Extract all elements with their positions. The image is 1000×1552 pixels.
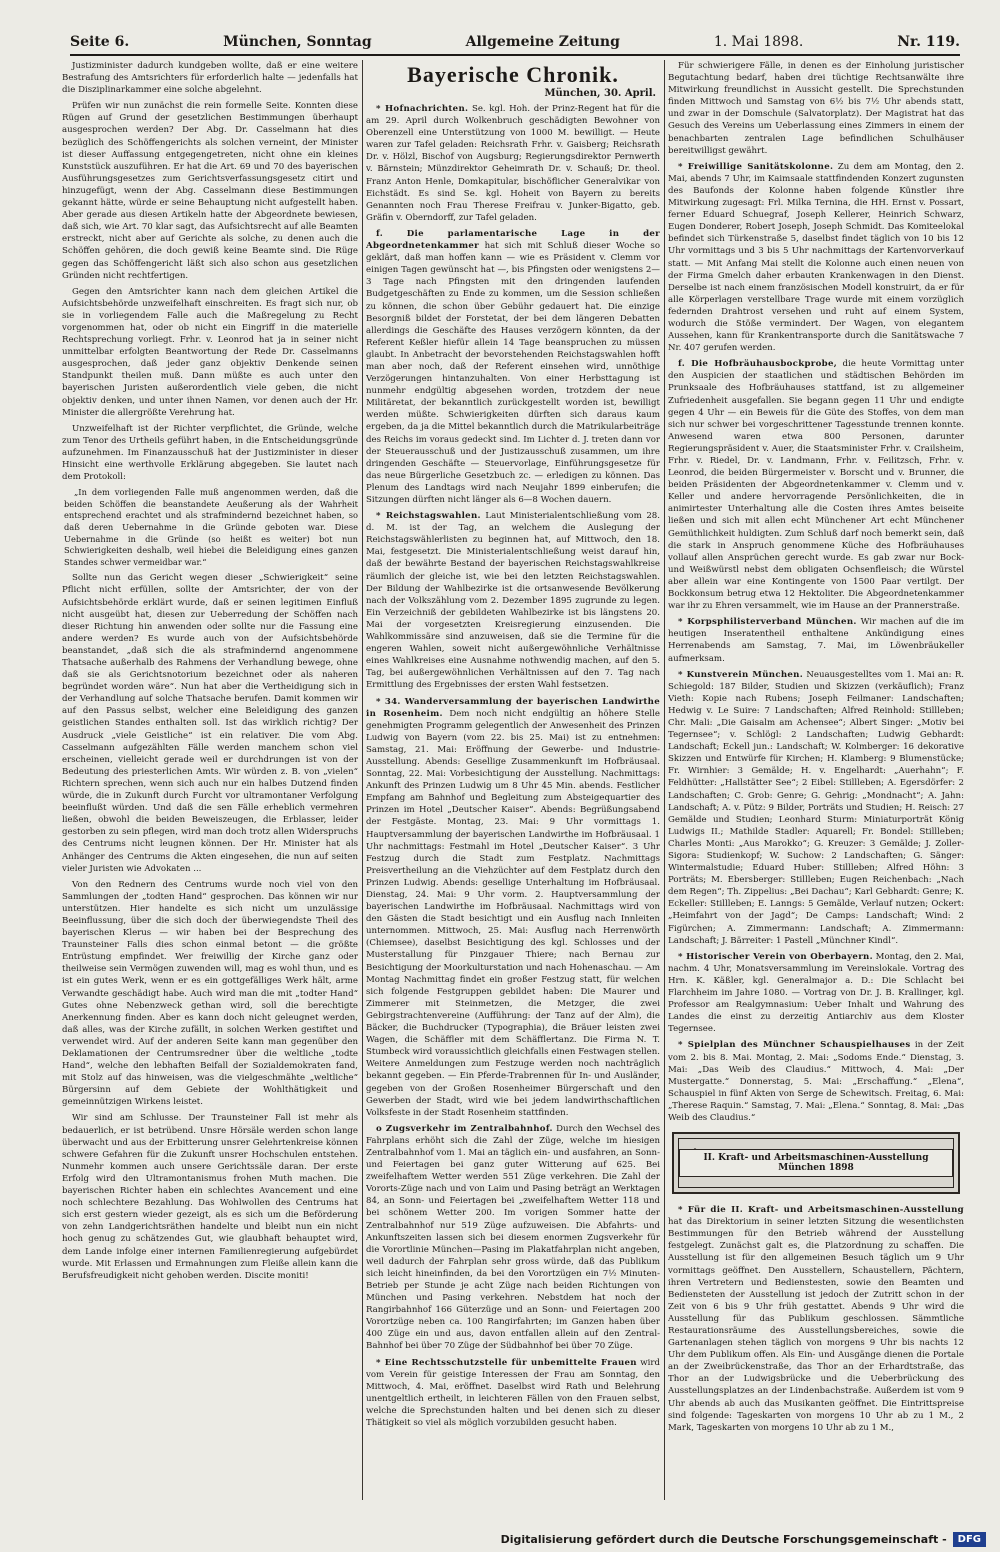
item-head: * Hofnachrichten.	[376, 104, 469, 114]
column-2	[366, 60, 660, 1500]
item-head: * Reichstagswahlen.	[376, 511, 481, 522]
item-text: die heute Vormittag unter den Auspicien der staatlichen und städtischen Behörden im Prunksaale des Hofbräuhauses stattfand, ist zu allgemeiner Zufriedenheit ausgefallen. Sie begann gegen 11 Uhr und endigte gegen 4 Uhr — ein Beweis für die Güte des Stoffes, von dem man sich nur schwer bei vorgeschrittener Tagesstunde trennen konnte. Anwesend waren etwa 800 Personen, darunter Regierungspräsident v. Auer, die Staatsminister Frhr. v. Crailsheim, Frhr. v. Riedel, Dr. v. Landmann, Frhr. v. Feilitzsch, Frhr. v. Leonrod, die beiden Bürgermeister v. Borscht und v. Brunner, die beiden Präsidenten der Abgeordnetenkammer v. Clemm und v. Keller und andere hervorragende Persönlichkeiten, die in animirtester Unterhaltung alle die Costen ihres Amtes beiseite ließen und sich mit allen echt Münchener Art echt Münchener Gemüthlichkeit huldigten. Zum Schluß darf noch bemerkt sein, daß die stark in Anspruch genommene Küche des Hofbräuhauses vollauf allen Ansprüchen gerecht wurde. Es gab zwar nur Bock- und Weißwürstl nebst dem obligaten Ochsenfleisch; die Würstel aber allein war eine Kontingente von 1500 Paar vertilgt. Der Bockkonsum betrug etwa 12 Hektoliter. Die Abgeordnetenkammer war ihr zu Ehren versammelt, wie im Hause an der Prannerstraße.	[668, 359, 964, 612]
column-1	[62, 60, 358, 1500]
item-head: * Für die II. Kraft- und Arbeitsmaschinen-Ausstellung	[678, 1205, 964, 1216]
item-text: Montag, den 2. Mai, nachm. 4 Uhr, Monatsversammlung im Vereinslokale. Vortrag des Hrn. K. Käßler, kgl. Generalmajor a. D.: Die Schlacht bei Flarchheim im Jahre 1080. — Vortrag von Dr. J. B. Krallinger, kgl. Professor am Realgymnasium: Ueber Inhalt und Wahrung des Landes die einst zu derzeitig Antiarchiv aus dem Kloster Tegernsee.	[668, 951, 964, 1035]
item-head: * Spielplan des Münchner Schauspielhauses	[678, 1040, 911, 1051]
item-head: * Korpsphilisterverband München.	[678, 617, 857, 628]
news-item	[366, 1123, 660, 1353]
news-item	[366, 1357, 660, 1430]
dfg-logo: DFG	[953, 1532, 986, 1547]
item-text: Zu dem am Montag, den 2. Mai, abends 7 Uhr, im Kaimsaale stattfindenden Konzert zugunsten des Baufonds der Kolonne haben folgende Künstler ihre Mitwirkung zugesagt: Frl. Milka Ternina, die HH. Ernst v. Possart, ferner Eduard Schuegraf, Joseph Kellerer, Heinrich Schwarz, Eugen Donderer, Robert Joseph, Joseph Schmidt. Das Komiteelokal befindet sich Türkenstraße 5, daselbst findet täglich von 10 bis 12 Uhr vormittags und 3 bis 5 Uhr nachmittags der Kartenvorverkauf statt. — Mit Anfang Mai stellt die Kolonne auch einen neuen von der Firma Gmelch daher erbauten Krankenwagen in den Dienst. Derselbe ist nach einem französischen Modell konstruirt, da er für alle Körperlagen verstellbare Trage wurde mit einem vorzüglich federnden Drahtrost versehen und ruht auf einem System, wodurch die Stöße vermindert. Der Wagen, von elegantem Aussehen, kann für Krankentransporte durch die Sanitätswache 7 Nr. 407 gerufen werden.	[668, 161, 964, 354]
news-item	[668, 616, 964, 664]
paragraph: Justizminister dadurch kundgeben wollte, daß er eine weitere Bestrafung des Amtsrichters für erforderlich halte — jedenfalls hat die Disziplinarkammer eine solche abgelehnt.	[62, 61, 358, 96]
columns	[62, 60, 964, 1500]
section-title: Bayerische Chronik.	[407, 62, 619, 87]
item-head: * Freiwillige Sanitätskolonne.	[678, 161, 834, 172]
item-text: Laut Ministerialentschließung vom 28. d. M. ist der Tag, an welchem die Auslegung der Reichstagswählerlisten zu beginnen hat, auf Mittwoch, den 18. Mai, festgesetzt. Die Ministerialentschließung weist darauf hin, daß der bewährte Bestand der bayerischen Reichstagswahlkreise räumlich der gleiche ist, wie bei den letzten Reichstagswahlen. Der Bildung der Wahlbezirke ist die ortsanwesende Bevölkerung nach der Volkszählung vom 2. Dezember 1895 zugrunde zu legen. Ein Verzeichniß der gebildeten Wahlbezirke ist bis längstens 20. Mai der vorgesetzten Kreisregierung einzusenden. Die Wahlkommissäre sind anzuweisen, daß sie die Termine für die engeren Wahlen, soweit nicht außergewöhnliche Verhältnisse eines Wahlkreises eine Ausnahme nothwendig machen, auf den 5. Tag, bei außergewöhnlichen Verhältnissen auf den 7. Tag nach Ermittlung des Ergebnisses der ersten Wahl festsetzen.	[366, 511, 660, 691]
city-day: München, Sonntag	[223, 34, 372, 50]
item-text: Wir machen auf die im heutigen Inseratentheil enthaltene Ankündigung eines Herrenabends am Samstag, 7. Mai, im Löwenbräukeller aufmerksam.	[668, 617, 964, 664]
banner-text: II. Kraft- und Arbeitsmaschinen-Ausstellung München 1898	[679, 1149, 953, 1177]
paper-name: Allgemeine Zeitung	[465, 34, 620, 50]
item-head: * Eine Rechtsschutzstelle für unbemittelte Frauen	[376, 1357, 637, 1368]
item-text: hat sich mit Schluß dieser Woche so geklärt, daß man hoffen kann — wie es Präsident v. Clemm vor einigen Tagen gewünscht hat —, bis Pfingsten oder wenigstens 2—3 Tage nach Pfingsten mit den dringenden laufenden Budgetgeschäften zu Ende zu kommen, um die Session schließen zu können, die schon über Gebühr gedauert hat. Die einzige Besorgniß bildet der Forstetat, der bei dem längeren Debatten allerdings die Geschäfte des Hauses verzögern könnten, da der Referent Keßler hiefür allein 14 Tage beanspruchen zu müssen glaubt. In Anbetracht der bevorstehenden Reichstagswahlen hofft man aber noch, daß der Referent einsehen wird, unnöthige Verzögerungen hintanzuhalten. Von einer Herbsttagung ist nunmehr endgültig abgesehen worden, trotzdem der neue Militäretat, der bekanntlich zurückgestellt worden ist, bewilligt werden müßte. Schwierigkeiten dürften sich daraus kaum ergeben, da ja die Mittel bekanntlich durch die Matrikularbeiträge des Reichs im voraus gedeckt sind. Im Lichter d. J. treten dann vor der Steuerausschuß und der Justizausschuß zusammen, um ihre dringenden Geschäfte — Steuervorlage, Einführungsgesetze für das neue Bürgerliche Gesetzbuch zc. — erledigen zu können. Das Plenum des Landtags wird nach Neujahr 1899 einberufen; die Sitzungen dürften nicht länger als 6—8 Wochen dauern.	[366, 241, 660, 505]
item-text: Se. kgl. Hoh. der Prinz-Regent hat für die am 29. April durch Wolkenbruch geschädigten Bewohner von Oberenzell eine Unterstützung von 1000 M. bewilligt. — Heute waren zur Tafel geladen: Reichsrath Frhr. v. Gaisberg; Reichsrath Dr. v. Hölzl, Bischof von Augsburg; Regierungsdirektor Pernwerth v. Bärnstein; Münzdirektor Geheimrath Dr. v. Schauß; Dr. theol. Franz Anton Henle, Domkapitular, bischöflicher Generalvikar von Eichstädt. Es sind Se. kgl. Hoheit von Bayern zu bereits Genannten noch Frau Therese Freifrau v. Junker-Bigatto, geb. Gräfin v. Oberndorff, zur Tafel geladen.	[366, 104, 660, 223]
digitization-footer	[0, 1526, 1000, 1552]
item-text: hat das Direktorium in seiner letzten Sitzung die wesentlichsten Bestimmungen für den Betrieb während der Ausstellung festgelegt. Zunächst galt es, die Platzordnung zu schaffen. Die Ausstellung ist für den allgemeinen Besuch täglich um 9 Uhr vormittags geöffnet. Den Ausstellern, Schaustellern, Pächtern, ihren Vertretern und Bedienstesten, sowie den Beamten und Bediensteten der Ausstellung ist jedoch der Zutritt schon in der Zeit von 6 bis 9 Uhr früh gestattet. Abends 9 Uhr wird die Ausstellung für das Publikum geschlossen. Sämmtliche Restaurationsräume des Ausstellungsbereiches, sowie die Gartenanlagen stehen täglich von morgens 9 Uhr bis nachts 12 Uhr dem Publikum offen. Als Ein- und Ausgänge dienen die Portale an der Zweibrückenstraße, das Thor an der Erhardtstraße, das Thor an der Ludwigsbrücke und die Ueberbrückung des Ausstellungsplatzes an der Lindenbachstraße. Außerdem ist vom 9 Uhr abends ab auch das Musikanten geöffnet. Die Eintrittspreise sind folgende: Tageskarten von morgens 10 Uhr ab zu 1 M., 2 Mark, Tageskarten von morgens 10 Uhr ab zu 1 M.,	[668, 1217, 964, 1433]
page-header	[70, 30, 960, 56]
news-item	[668, 669, 964, 947]
item-head: * Historischer Verein von Oberbayern.	[678, 951, 873, 962]
item-head: * 34. Wanderversammlung der bayerischen Landwirthe in Rosenheim.	[366, 696, 660, 719]
news-item	[668, 951, 964, 1036]
news-item	[366, 228, 660, 506]
news-item	[668, 358, 964, 612]
issue-number: Nr. 119.	[897, 34, 960, 50]
paragraph: Unzweifelhaft ist der Richter verpflichtet, die Gründe, welche zum Tenor des Urtheils geführt haben, in die Entscheidungsgründe aufzunehmen. Im Finanzausschuß hat der Justizminister in dieser Hinsicht eine werthvolle Erklärung abgegeben. Sie lautet nach dem Protokoll:	[62, 423, 358, 483]
column-rule	[362, 60, 363, 1500]
item-text: in der Zeit vom 2. bis 8. Mai. Montag, 2. Mai: „Sodoms Ende.“ Dienstag, 3. Mai: „Das Weib des Claudius.“ Mittwoch, 4. Mai: „Der Mustergatte.“ Donnerstag, 5. Mai: „Erschaffung.“ „Elena“, Schauspiel in fünf Akten von Serge de Schewitsch. Freitag, 6. Mai: „Therese Raquin.“ Samstag, 7. Mai: „Elena.“ Sonntag, 8. Mai: „Das Weib des Claudius.“	[668, 1040, 964, 1123]
paragraph: Gegen den Amtsrichter kann nach dem gleichen Artikel die Aufsichtsbehörde unzweifelhaft einschreiten. Es fragt sich nur, ob sie in vorliegendem Falle auch die Maßregelung zu Recht vorgenommen hat, oder ob nicht ein Eingriff in die materielle Rechtsprechung vorliegt. Frhr. v. Leonrod hat ja in seiner nicht unmittelbar erfolgten Beantwortung der Rede Dr. Casselmanns ausgesprochen, daß jeder ganz objektiv Denkende seinen Standpunkt theilen muß. Dann müßte es auch unter den bayerischen Juristen außerordentlich viele geben, die nicht objektiv denken, und unter ihnen Namen, vor denen auch der Hr. Minister die allergrößte Verehrung hat.	[62, 286, 358, 418]
item-text: Durch den Wechsel des Fahrplans erhöht sich die Zahl der Züge, welche im hiesigen Zentralbahnhof vom 1. Mai an täglich ein- und ausfahren, an Sonn- und Feiertagen bei ganz guter Witterung auf 625. Bei zweifelhaftem Wetter werden 551 Züge verkehren. Die Zahl der Vororts-Züge nach und von Laim und Pasing beträgt an Werktagen 84, an Sonn- und Feiertagen bei „zweifelhaftem Wetter 118 und bei schönem Wetter 200. Im vorigen Sommer hatte der Zentralbahnhof nur 519 Züge aufzuweisen. Die Abfahrts- und Ankunftszeiten lassen sich bei diesem enormen Zugsverkehr für die Vorortlinie München—Pasing im Plakatfahrplan nicht angeben, weil dadurch der Fahrplan sehr gross würde, daß das Publikum sich leicht hineinfinden, da bei den Vorortzügen ein 7½ Minuten-Betrieb per Stunde je acht Züge nach beiden Richtungen von München und Pasing verkehren. Nebstdem hat noch der Rangirbahnhof 166 Güterzüge und an Sonn- und Feiertagen 200 Vorortzüge neben ca. 100 Rangirfahrten; im Ganzen haben über 400 Züge ein und aus, davon entfallen allein auf den Zentral-Bahnhof bei über 70 Züge der Südbahnhof bei über 70 Züge.	[366, 1123, 660, 1352]
news-item	[366, 103, 660, 224]
item-head: * Kunstverein München.	[678, 669, 804, 680]
column-3	[668, 60, 964, 1500]
exhibition-banner	[672, 1132, 960, 1194]
item-head: f. Die Hofbräuhausbockprobe,	[678, 359, 838, 370]
page-number: Seite 6.	[70, 34, 130, 50]
paragraph: Prüfen wir nun zunächst die rein formelle Seite. Konnten diese Rügen auf Grund der gesetzlichen Bestimmungen überhaupt ausgesprochen werden? Der Abg. Dr. Casselmann hat dies bezüglich des Schöffengerichts als solchen verneint, der Minister ist dieser Auffassung entgegengetreten, nicht ohne ein kleines Kunststück auszuführen. Er hat die Art. 69 und 70 des bayerischen Ausführungsgesetzes zum Gerichtsverfassungsgesetz citirt und hinzugefügt, wenn der Abg. Casselmann diese Bestimmungen gekannt hätte, würde er seine Behauptung nicht aufgestellt haben. Aber gerade aus diesen Artikeln hatte der Abgeordnete bewiesen, daß sich, wie Art. 70 klar sagt, das Aufsichtsrecht auf alle Beamten erstreckt, nicht aber auf Gerichte als solche, zu denen auch die Schöffen gehören, die doch gewiß keine Beamte sind. Die Rüge gegen das Schöffengericht läßt sich also schon aus gesetzlichen Gründen nicht rechtfertigen.	[62, 101, 358, 281]
news-item	[668, 161, 964, 355]
item-text: Dem noch nicht endgültig an höhere Stelle genehmigten Programm gelegentlich der Anwesenheit des Prinzen Ludwig von Bayern (vom 22. bis 25. Mai) ist zu entnehmen: Samstag, 21. Mai: Eröffnung der Gewerbe- und Industrie-Ausstellung. Abends: Gesellige Zusammenkunft im Hofbräusaal. Sonntag, 22. Mai: Vorbesichtigung der Ausstellung. Nachmittags: Ankunft des Prinzen Ludwig um 8 Uhr 45 Min. abends. Festlicher Empfang am Bahnhof und Begleitung zum Absteigequartier des Prinzen im Hotel „Deutscher Kaiser“. Abends: Begrüßungsabend der Festgäste. Montag, 23. Mai: 9 Uhr vormittags 1. Hauptversammlung der bayerischen Landwirthe im Hofbräusaal. 1 Uhr nachmittags: Festmahl im Hotel „Deutscher Kaiser“. 3 Uhr Festzug durch die Stadt zum Festplatz. Nachmittags Preisvertheilung an die Viehzüchter auf dem Festplatz durch den Prinzen Ludwig. Abends: gesellige Unterhaltung im Hofbräusaal. Dienstag, 24. Mai: 9 Uhr vorm. 2. Hauptversammlung der bayerischen Landwirthe im Hofbräusaal. Nachmittags wird von den Gästen die Stadt besichtigt und ein Ausflug nach Innleiten unternommen. Mittwoch, 25. Mai: Ausflug nach Herrenwörth (Chiemsee), daselbst Besichtigung des kgl. Schlosses und der Musterstallung für Pinzgauer Thiere; nach Bernau zur Besichtigung der Moorkulturstation und nach Hohenaschau. — Am Montag Nachmittag findet ein großer Festzug statt, für welchen sich folgende Festgruppen gebildet haben: Die Maurer und Zimmerer mit Steinmetzen, die Metzger, die zwei Gebirgstrachtenvereine (Aufführung: der Tanz auf der Alm), die Bäcker, die Buchdrucker (Typographia), die Bräuer leisten zwei Wagen, die Schäffler mit dem Schäfflertanz. Die Firma N. T. Stumbeck wird voraussichtlich gleichfalls einen Festwagen stellen. Weitere Anmeldungen zum Festzuge werden noch nachträglich bekannt gegeben. — Ein Pferde-Trabrennen für In- und Ausländer, gegeben von der Großen Rosenheimer Bürgerschaft und den Gewerben der Stadt, wird wie bei jedem landwirthschaftlichen Volksfeste in der Stadt Rosenheim stattfinden.	[366, 708, 660, 1118]
dateline: München, 30. April.	[544, 88, 656, 99]
footer-text: Digitalisierung gefördert durch die Deutsche Forschungsgemeinschaft -	[500, 1532, 947, 1546]
item-text: wird vom Verein für geistige Interessen der Frau am Sonntag, den Mittwoch, 4. Mai, eröffnet. Daselbst wird Rath und Belehrung unentgeltlich ertheilt, in leichteren Fällen von den Frauen selbst, welche die Sprechstunden halten und bei denen sich zu dieser Thätigkeit so viel als möglich vorzubilden gesucht haben.	[366, 1357, 660, 1429]
protocol-quote: „In dem vorliegenden Falle muß angenommen werden, daß die beiden Schöffen die beanstandete Aeußerung als der Wahrheit entsprechend erachtet und als strafmindernd bezeichnet haben, so daß deren Uebernahme in die Gründe geboten war. Diese Uebernahme in die Gründe (so heißt es weiter) bot nun Schwierigkeiten deshalb, weil hiebei die Beleidigung eines ganzen Standes schwer vermeidbar war.“	[64, 487, 358, 567]
paragraph: Wir sind am Schlusse. Der Traunsteiner Fall ist mehr als bedauerlich, er ist betrübend. Unsre Hörsäle werden schon lange überwacht und aus der Erbitterung unsrer Gelehrtenkreise können schwere Gefahren für die Zukunft unsrer Hochschulen entstehen. Nunmehr kommen auch unsere Gerichtssäle daran. Der erste Erfolg wird den Ultramontanismus frohen Muth machen. Die bayerischen Richter haben ein schlechtes Avancement und eine noch schlechtere Bezahlung. Das Wohlwollen des Centrums hat sich erst gestern wieder gezeigt, als es sich um die Beförderung von zehn Landgerichtsräthen handelte und bleibt nun ein nicht hoch genug zu schätzendes Gut, wie glaubhaft behauptet wird, dem Lande infolge einer internen Familienregierung aufgebürdet wurde. Mit Erlassen und Ermahnungen zum Fleiße allein kann die Berufsfreudigkeit nicht gehoben werden. Discite moniti!	[62, 1113, 358, 1281]
news-item	[366, 696, 660, 1119]
item-text: Neuausgestelltes vom 1. Mai an: R. Schiegold: 187 Bilder, Studien und Skizzen (verkäuflich); Franz Vieth: Kopie nach Rubens; Joseph Feilmaner: Landschaften; Hedwig v. Le Suire: 7 Landschaften; Alfred Reinhold: Stillleben; Chr. Mali: „Die Gaisalm am Achensee“; Albert Singer: „Motiv bei Tegernsee“; v. Schlögl: 2 Landschaften; Ludwig Gebhardt: Landschaft; Eckell jun.: Landschaft; W. Kolmberger: 16 dekorative Skizzen und Entwürfe für Kirchen; H. Klamberg: 9 Blumenstücke; Fr. Wirnhier: 3 Gemälde; H. v. Engelhardt: „Auerhahn“; F. Feldhütter: „Hallstätter See“; 2 Eibel: Stillleben; A. Egersdörfer: 2 Landschaften; C. Grob: Genre; G. Gehrig: „Mondnacht“; A. Jahn: Landschaft; A. v. Pütz: 9 Bilder, Porträts und Studien; H. Reisch: 27 Gemälde und Studien; Leonhard Sturm: Miniaturporträt König Ludwigs II.; Mathilde Stadler: Aquarell; Fr. Bondel: Stillleben; Charles Monti: „Aus Marokko“; G. Kreuzer: 3 Gemälde; J. Zoller-Sigora: Studienkopf; W. Suchow: 2 Landschaften; G. Sänger: Wintermalstudie; Eduard Huber: Stillleben; Alfred Höhn: 3 Porträts; M. Ebersberger: Stillleben; Eugen Reichenbach: „Nach dem Regen“; Th. Zippelius: „Bei Dachau“; Karl Gebhardt: Genre; K. Eckeller: Stillleben; E. Lanngs: 5 Gemälde, Verlauf nutzen; Ockert: „Heimfahrt von der Jagd“; De Camps: Landschaft; Wind: 2 Figürchen; A. Zimmermann: Landschaft; A. Zimmermann: Landschaft; J. Bärreiter: 1 Pastell „Münchner Kindl“.	[668, 669, 964, 946]
paragraph: Von den Rednern des Centrums wurde noch viel von den Sammlungen der „todten Hand“ gesprochen. Das können wir nur unterstützen. Hier handelte es sich nicht um unzulässige Beeinflussung, über die sich doch der überwiegendste Theil des bayerischen Klerus — wir haben bei der Besprechung des Traunsteiner Falls dies schon einmal betont — die größte Entrüstung empfindet. Wer freiwillig der Kirche ganz oder theilweise sein Vermögen zuwenden will, mag es wohl thun, und es ist ein gutes Werk, wenn er es ein gottgefälliges Werk hält, arme Verwandte geschädigt habe. Auch wird man die mit „todter Hand“ Gutes ohne Nebenzweck gethan wird, soll die berechtigte Anerkennung finden. Aber es kann doch nicht geleugnet werden, daß alles, was der Kirche zufällt, in solchen Werken gestiftet und verwendet wird. Auf der anderen Seite kann man gegenüber den Deklamationen der Centrumsredner über die weltliche „todte Hand“, welche den lebhaften Beifall der Sozialdemokraten fand, mit Stolz auf das hinweisen, was die vielgeschmähte „weltliche“ Bürgersinn auf dem Gebiete der Wohlthätigkeit und gemeinnützigen Wirkens leistet.	[62, 879, 358, 1108]
news-item	[668, 60, 964, 157]
item-head: f. Die parlamentarische Lage in der Abgeordnetenkammer	[366, 228, 660, 252]
news-item	[668, 1204, 964, 1434]
column-rule	[664, 60, 665, 1500]
item-text: Für schwierigere Fälle, in denen es der Einholung juristischer Begutachtung bedarf, haben drei tüchtige Rechtsanwälte ihre Mitwirkung freundlichst in Aussicht gestellt. Die Sprechstunden finden Mittwoch und Samstag von 6½ bis 7½ Uhr abends statt, und zwar in der Domschule (Salvatorplatz). Der Magistrat hat das Gesuch des Vereins um Ueberlassung eines Zimmers in einem der benachbarten zentralen Lage befindlichen Schulhäuser bereitwilligst gewährt.	[668, 61, 964, 156]
news-item	[668, 1039, 964, 1124]
news-item	[366, 510, 660, 691]
item-head: o Zugsverkehr im Zentralbahnhof.	[376, 1123, 553, 1134]
paragraph: Sollte nun das Gericht wegen dieser „Schwierigkeit“ seine Pflicht nicht erfüllen, sollte der Amtsrichter, der von der Aufsichtsbehörde erklärt wurde, daß er seinen legitimen Einfluß nicht ausgeübt hat, diesen zur Ueberredung der Schöffen nach dieser Richtung hin anwenden oder sollte nur die Fassung eine andere werden? Es wurde auch von der Aufsichtsbehörde beanstandet, „daß sich die als strafmindernd angenommene Thatsache außerhalb des Rahmens der Verhandlung bewege, ohne daß sie als Gerichtsnotorium bezeichnet oder als naheren begründet worden wäre“. Nun hat aber die Vertheidigung sich in der Verhandlung auf solche Thatsache berufen. Damit kommen wir auf den Passus selbst, welcher eine Beleidigung des ganzen geistlichen Standes enthalten soll. Ist das wirklich richtig? Der Ausdruck „viele Geistliche“ ist ein relativer. Die vom Abg. Casselmann aufgezählten Fälle werden manchem schon viel erscheinen, vielleicht gerade weil er durchdrungen ist von der Bedeutung des priesterlichen Amts. Wir würden z. B. von „vielen“ Richtern sprechen, wenn sich auch nur ein halbes Dutzend finden würde, die in Zukunft durch Furcht vor ultramontaner Verfolgung beeinflußt würden. Und daß die sen Fälle erheblich vermehren ließen, obwohl die beiden Beweiszeugen, die Erblasser, leider gestorben zu sein pflegen, wird man doch trotz allen Widerspruchs des Centrums nicht leugnen können. Der Hr. Minister hat als Anhänger des Centrums die Akten eingesehen, die nun auf seiten vieler Juristen wie Advokaten ...	[62, 573, 358, 874]
issue-date: 1. Mai 1898.	[713, 34, 804, 50]
